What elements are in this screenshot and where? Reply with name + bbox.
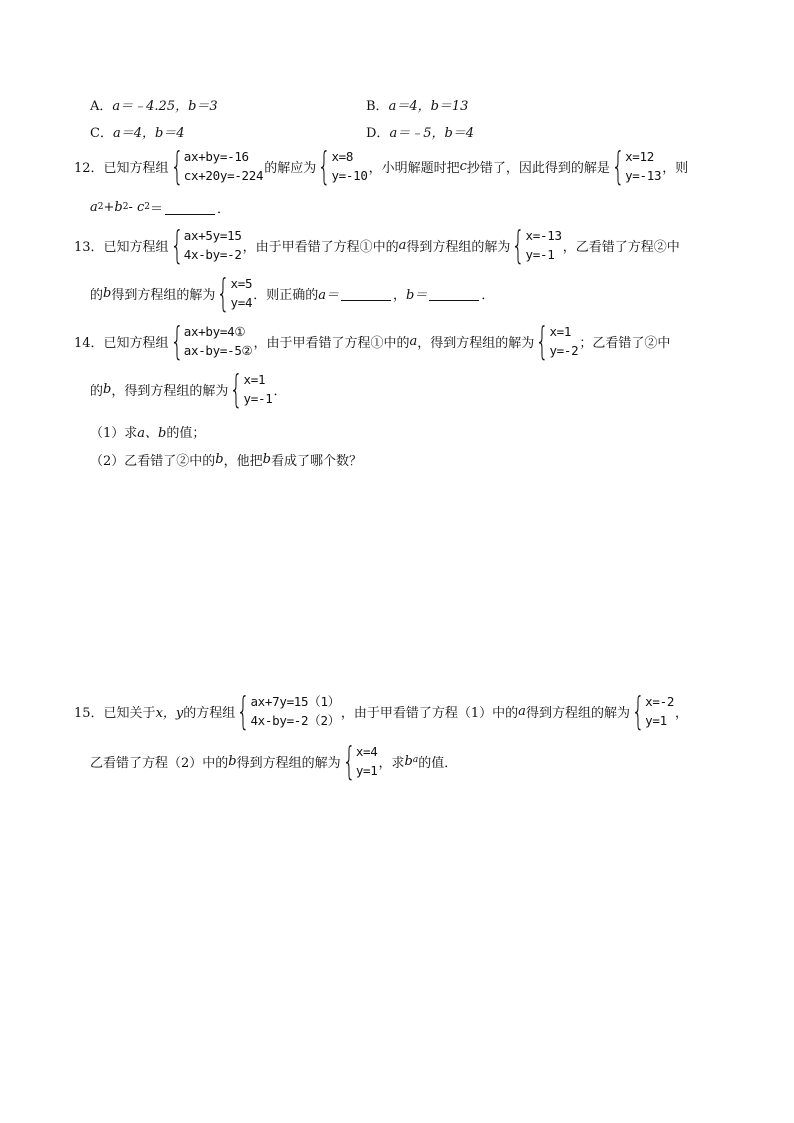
solution-system xyxy=(611,144,662,188)
question-text: ， xyxy=(675,705,689,721)
equation-line: x=-2 xyxy=(645,694,675,709)
question-text: 得到方程组的解为 xyxy=(111,287,216,303)
equation-line: ax-by=-5② xyxy=(183,343,253,358)
equals-sign: ＝ xyxy=(150,202,164,217)
question-13-line2 xyxy=(90,271,495,315)
equation-line: 4x-by=-2（2） xyxy=(250,713,340,728)
question-15-line1 xyxy=(74,689,689,733)
brace-icon: { xyxy=(535,319,550,363)
brace-icon: { xyxy=(342,739,356,783)
choice-text: a＝﹣5，b＝4 xyxy=(389,126,475,141)
choice-d xyxy=(366,122,474,141)
power-exponent: a xyxy=(412,755,419,765)
math-term: - c xyxy=(128,200,145,215)
choice-label: B． xyxy=(366,99,389,114)
question-text: ，得到方程组的解为 xyxy=(111,383,229,399)
question-text: 已知方程组 xyxy=(103,160,169,176)
equation-line: x=-13 xyxy=(525,228,562,243)
question-text: 得到方程组的解为 xyxy=(236,755,341,771)
question-text: 的 xyxy=(90,287,104,303)
variable: a xyxy=(398,237,407,253)
variable: a xyxy=(518,703,526,719)
answer-blank-b[interactable] xyxy=(429,286,479,301)
equation-line: y=-13 xyxy=(625,168,662,183)
equation-line: y=4 xyxy=(230,295,253,310)
brace-icon: { xyxy=(511,223,526,267)
question-text: 抄错了，因此得到的解是 xyxy=(466,160,610,176)
period: ． xyxy=(481,287,495,303)
math-term: a xyxy=(90,200,98,215)
sub-question-text: ，他把 xyxy=(223,454,263,469)
question-text: 的方程组 xyxy=(183,705,236,721)
brace-icon: { xyxy=(317,144,331,188)
solution-system xyxy=(342,739,378,783)
solution-system xyxy=(216,271,253,315)
question-text: 得到方程组的解为 xyxy=(406,239,511,255)
question-12-line2 xyxy=(90,198,230,217)
question-text: ；乙看错了②中 xyxy=(579,335,671,351)
question-text: 已知方程组 xyxy=(103,335,169,351)
variable: x，y xyxy=(155,705,184,721)
brace-icon: { xyxy=(216,271,231,315)
answer-blank[interactable] xyxy=(165,200,215,215)
variable: b xyxy=(103,381,112,397)
period: ． xyxy=(217,202,231,217)
equation-line: x=8 xyxy=(331,149,354,164)
equation-line: x=1 xyxy=(549,324,572,339)
choice-text: a＝﹣4.25，b＝3 xyxy=(112,99,218,114)
math-term: +b xyxy=(103,200,123,215)
question-text: 的 xyxy=(90,383,104,399)
question-number: 15． xyxy=(74,705,104,721)
equation-system xyxy=(170,144,264,188)
solution-system xyxy=(631,689,675,733)
equation-line: ax+5y=15 xyxy=(183,228,242,243)
question-15-line2 xyxy=(90,739,458,783)
choice-text: a＝4，b＝13 xyxy=(388,99,469,114)
equation-line: ax+by=-16 xyxy=(183,149,249,164)
question-text: 已知关于 xyxy=(103,705,156,721)
equation-line: x=5 xyxy=(230,276,253,291)
exponent: 2 xyxy=(144,201,150,212)
answer-blank-a[interactable] xyxy=(341,286,391,301)
equation-line: y=-1 xyxy=(243,391,273,406)
equation-line: cx+20y=-224 xyxy=(183,168,264,183)
question-text: ，小明解题时把 xyxy=(368,160,460,176)
variable: a、b xyxy=(137,426,167,441)
variable: b xyxy=(215,452,224,467)
choice-c xyxy=(90,122,185,141)
brace-icon: { xyxy=(170,223,184,267)
question-text: 乙看错了方程（2）中的 xyxy=(90,755,229,771)
question-number: 14． xyxy=(74,335,104,351)
question-number: 12． xyxy=(74,160,104,176)
equation-line: y=1 xyxy=(645,713,667,728)
solution-system xyxy=(511,223,562,267)
equation-line: ax+7y=15（1） xyxy=(250,694,340,709)
equation-line: 4x-by=-2 xyxy=(183,247,242,262)
choice-text: a＝4，b＝4 xyxy=(112,126,185,141)
variable: c xyxy=(459,158,467,174)
choice-label: D． xyxy=(366,126,390,141)
brace-icon: { xyxy=(170,144,184,188)
brace-icon: { xyxy=(236,689,251,733)
exponent: 2 xyxy=(97,201,104,212)
equation-line: ax+by=4① xyxy=(183,324,246,339)
sub-question-text: 的值； xyxy=(166,426,206,441)
question-13-line1 xyxy=(74,223,680,267)
question-14-sub1 xyxy=(90,422,205,441)
question-text: 的解应为 xyxy=(264,160,317,176)
separator: ， xyxy=(393,287,407,303)
brace-icon: { xyxy=(611,144,625,188)
question-text: 得到方程组的解为 xyxy=(525,705,630,721)
brace-icon: { xyxy=(170,319,184,363)
question-14-line2 xyxy=(90,367,287,411)
question-text: ，由于甲看错了方程①中的 xyxy=(253,335,410,351)
choice-label: A． xyxy=(90,99,113,114)
brace-icon: { xyxy=(229,367,244,411)
question-text: ，由于甲看错了方程（1）中的 xyxy=(340,705,519,721)
question-text: 已知方程组 xyxy=(103,239,169,255)
choice-a xyxy=(90,95,218,114)
equation-line: x=12 xyxy=(625,149,654,164)
question-text: 的值． xyxy=(418,755,458,771)
question-text: ，则 xyxy=(662,160,689,176)
answer-label-a: a＝ xyxy=(318,287,340,303)
equation-line: y=-1 xyxy=(525,247,555,262)
variable: b xyxy=(262,452,271,467)
question-14-sub2 xyxy=(90,450,362,469)
choice-label: C． xyxy=(90,126,113,141)
question-text: ，求 xyxy=(378,755,405,771)
question-text: ．则正确的 xyxy=(253,287,319,303)
equation-line: y=1 xyxy=(355,763,378,778)
equation-system xyxy=(236,689,340,733)
question-number: 13． xyxy=(74,239,104,255)
power-base: b xyxy=(404,753,413,769)
equation-system xyxy=(170,223,242,267)
question-text: ，乙看错了方程②中 xyxy=(562,239,680,255)
equation-line: x=1 xyxy=(243,372,266,387)
question-text: ． xyxy=(273,383,287,399)
sub-question-text: 看成了哪个数？ xyxy=(270,454,362,469)
solution-system xyxy=(229,367,273,411)
variable: b xyxy=(228,753,237,769)
question-text: ，由于甲看错了方程①中的 xyxy=(242,239,399,255)
equation-line: x=4 xyxy=(355,744,378,759)
brace-icon: { xyxy=(631,689,645,733)
solution-system xyxy=(317,144,368,188)
choice-b xyxy=(366,95,468,114)
variable: b xyxy=(103,285,112,301)
exponent: 2 xyxy=(122,201,129,212)
equation-system xyxy=(170,319,253,363)
solution-system xyxy=(535,319,579,363)
sub-question-text: （2）乙看错了②中的 xyxy=(90,454,216,469)
question-text: ，得到方程组的解为 xyxy=(417,335,535,351)
answer-label-b: b＝ xyxy=(406,287,428,303)
equation-line: y=-10 xyxy=(331,168,368,183)
equation-line: y=-2 xyxy=(549,343,579,358)
question-14-line1 xyxy=(74,319,671,363)
variable: a xyxy=(409,333,418,349)
sub-question-text: （1）求 xyxy=(90,426,138,441)
question-12-line1 xyxy=(74,144,689,188)
